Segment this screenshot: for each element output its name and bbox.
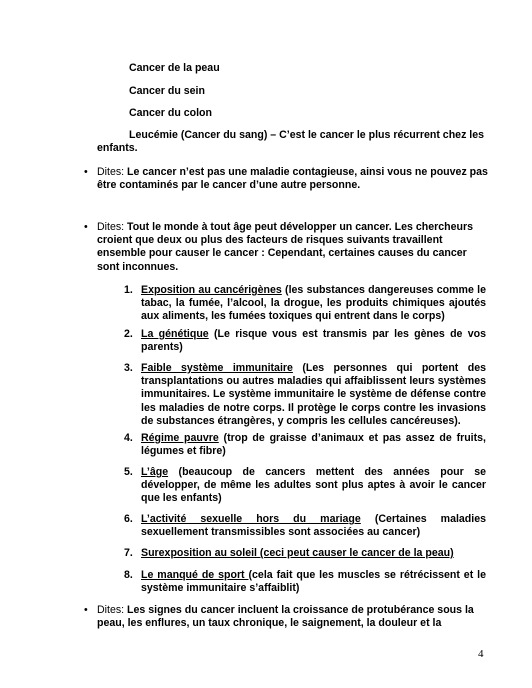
factor-item-5 [124,466,486,506]
factor-description: (Certaines maladies sexuellement transmissibles sont associées au cancer) [141,513,486,539]
bullet-contagion [84,166,489,192]
factor-item-7 [124,547,486,560]
factor-description: (beaucoup de cancers mettent des années pour se développer, de même les adultes sont plus aptes à avoir le cancer que les enfants) [141,466,486,505]
cancer-line-skin: Cancer de la peau [129,62,220,74]
cancer-line-breast: Cancer du sein [129,85,205,97]
factor-number: 2. [124,328,133,340]
cancer-line-leukemia: Leucémie (Cancer du sang) – C’est le cancer le plus récurrent chez les enfants. [97,129,485,155]
factor-description: (les substances dangereuses comme le tabac, la fumée, l’alcool, la drogue, les produits chimiques ajoutés aux aliments, les fumées toxiques qui entrent dans le corps) [141,284,486,323]
factor-item-1 [124,284,486,324]
cancer-line-colon: Cancer du colon [129,107,212,119]
factor-title: L’activité sexuelle hors du mariage [141,513,361,525]
bullet-dot-icon: • [84,166,88,178]
factor-description: (Les personnes qui portent des transplantations ou autres maladies qui affaiblissent leurs systèmes immunitaires. Le système immunitaire le système de défense contre les maladies de notre corps. Il protège le corps contre les invasions de substances étrangères, y compris les cellules cancéreuses). [141,362,486,427]
factor-title: L’âge [141,466,169,478]
factor-description: (cela fait que les muscles se rétrécissent et le système immunitaire s’affaiblit) [141,569,486,595]
factor-number: 5. [124,466,133,478]
factor-title: Faible système immunitaire [141,362,293,374]
bullet-cancer-signs [84,604,489,630]
factor-number: 8. [124,569,133,581]
factor-number: 6. [124,513,133,525]
factor-description: (Le risque vous est transmis par les gènes de vos parents) [141,328,486,354]
factor-title: Exposition au cancérigènes [141,284,282,296]
factor-title: Le manqué de sport [141,569,249,581]
bullet-body: Le cancer n’est pas une maladie contagieuse, ainsi vous ne pouvez pas être contaminés par le cancer d’une autre personne. [97,166,488,192]
bullet-body: Les signes du cancer incluent la croissance de protubérance sous la peau, les enflures, un taux chronique, le saignement, la douleur et la [97,604,474,630]
factor-item-2 [124,328,486,354]
factor-item-6 [124,513,486,539]
factor-title: Surexposition au soleil (ceci peut causer le cancer de la peau) [141,547,454,559]
bullet-dot-icon: • [84,221,88,233]
factor-number: 3. [124,362,133,374]
factor-item-3 [124,362,486,428]
bullet-lead: Dites: [97,166,128,178]
factor-title: La génétique [141,328,209,340]
factor-item-4 [124,432,486,458]
bullet-lead: Dites: [97,604,128,616]
factor-description: (trop de graisse d’animaux et pas assez de fruits, légumes et fibre) [141,432,486,458]
factor-number: 1. [124,284,133,296]
factor-number: 4. [124,432,133,444]
factor-item-8 [124,569,486,595]
factor-title: Régime pauvre [141,432,219,444]
bullet-body: Tout le monde à tout âge peut développer un cancer. Les chercheurs croient que deux ou plus des facteurs de risques suivants travaillent ensemble pour causer le cancer : Cependant, certaines causes du cancer sont inconnues. [97,221,473,273]
bullet-lead: Dites: [97,221,128,233]
factor-number: 7. [124,547,133,559]
bullet-risk-factors [84,221,489,274]
page-number: 4 [478,648,484,660]
bullet-dot-icon: • [84,604,88,616]
